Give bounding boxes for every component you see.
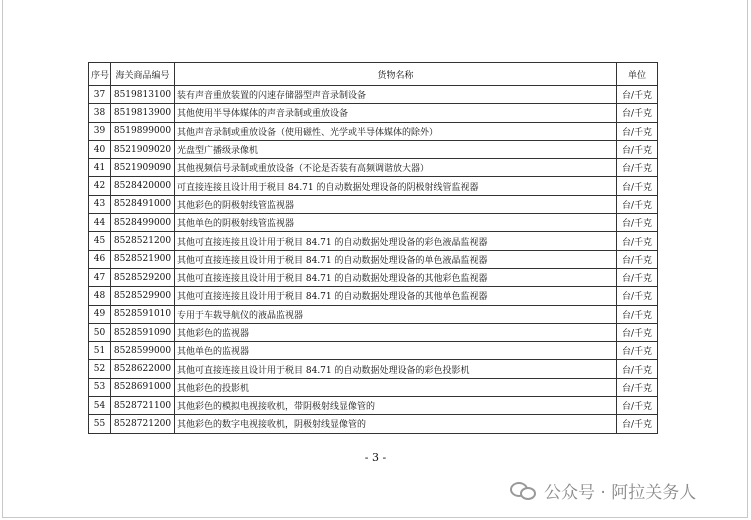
table-row xyxy=(89,397,658,415)
cell-seq: 41 xyxy=(89,159,111,177)
table-row xyxy=(89,378,658,396)
cell-unit: 台/千克 xyxy=(617,86,658,104)
cell-name: 其他可直接连接且设计用于税目 84.71 的自动数据处理设备的单色液晶监视器 xyxy=(175,250,617,268)
cell-code: 8528721100 xyxy=(111,397,175,415)
cell-code: 8528721200 xyxy=(111,415,175,433)
cell-seq: 50 xyxy=(89,323,111,341)
table-row xyxy=(89,360,658,378)
cell-code: 8521909090 xyxy=(111,159,175,177)
watermark xyxy=(510,478,696,503)
cell-name: 其他彩色的投影机 xyxy=(175,378,617,396)
cell-seq: 45 xyxy=(89,232,111,250)
header-name: 货物名称 xyxy=(175,63,617,86)
header-seq: 序号 xyxy=(89,63,111,86)
cell-unit: 台/千克 xyxy=(617,415,658,433)
cell-seq: 55 xyxy=(89,415,111,433)
cell-unit: 台/千克 xyxy=(617,287,658,305)
cell-unit: 台/千克 xyxy=(617,323,658,341)
cell-code: 8519813900 xyxy=(111,104,175,122)
table-header-row xyxy=(89,63,658,86)
cell-seq: 54 xyxy=(89,397,111,415)
cell-seq: 51 xyxy=(89,342,111,360)
cell-unit: 台/千克 xyxy=(617,397,658,415)
cell-code: 8528529900 xyxy=(111,287,175,305)
table-row xyxy=(89,177,658,195)
table-row xyxy=(89,342,658,360)
table-row xyxy=(89,268,658,286)
cell-code: 8528521200 xyxy=(111,232,175,250)
cell-unit: 台/千克 xyxy=(617,250,658,268)
cell-seq: 39 xyxy=(89,122,111,140)
cell-name: 其他可直接连接且设计用于税目 84.71 的自动数据处理设备的其他单色监视器 xyxy=(175,287,617,305)
cell-name: 其他单色的监视器 xyxy=(175,342,617,360)
cell-seq: 38 xyxy=(89,104,111,122)
cell-name: 其他彩色的监视器 xyxy=(175,323,617,341)
cell-unit: 台/千克 xyxy=(617,159,658,177)
goods-table xyxy=(88,62,658,434)
cell-unit: 台/千克 xyxy=(617,268,658,286)
cell-name: 其他彩色的数字电视接收机，阴极射线显像管的 xyxy=(175,415,617,433)
cell-unit: 台/千克 xyxy=(617,342,658,360)
cell-name: 其他可直接连接且设计用于税目 84.71 的自动数据处理设备的彩色液晶监视器 xyxy=(175,232,617,250)
cell-code: 8528591010 xyxy=(111,305,175,323)
cell-name: 装有声音重放装置的闪速存储器型声音录制设备 xyxy=(175,86,617,104)
cell-code: 8519813100 xyxy=(111,86,175,104)
cell-code: 8528591090 xyxy=(111,323,175,341)
table-row xyxy=(89,287,658,305)
table-row xyxy=(89,305,658,323)
cell-name: 其他彩色的模拟电视接收机，带阴极射线显像管的 xyxy=(175,397,617,415)
cell-code: 8519899000 xyxy=(111,122,175,140)
cell-code: 8521909020 xyxy=(111,140,175,158)
cell-unit: 台/千克 xyxy=(617,177,658,195)
cell-code: 8528499000 xyxy=(111,214,175,232)
table-row xyxy=(89,250,658,268)
cell-seq: 47 xyxy=(89,268,111,286)
cell-name: 其他可直接连接且设计用于税目 84.71 的自动数据处理设备的其他彩色监视器 xyxy=(175,268,617,286)
table-row xyxy=(89,140,658,158)
cell-seq: 37 xyxy=(89,86,111,104)
cell-unit: 台/千克 xyxy=(617,360,658,378)
table-row xyxy=(89,86,658,104)
watermark-text: 公众号 · 阿拉关务人 xyxy=(544,483,697,503)
table-row xyxy=(89,232,658,250)
cell-seq: 43 xyxy=(89,195,111,213)
cell-unit: 台/千克 xyxy=(617,378,658,396)
table-row xyxy=(89,415,658,433)
page-number: - 3 - xyxy=(364,451,387,464)
table-row xyxy=(89,159,658,177)
cell-code: 8528599000 xyxy=(111,342,175,360)
table-row xyxy=(89,104,658,122)
cell-name: 其他使用半导体媒体的声音录制或重放设备 xyxy=(175,104,617,122)
cell-code: 8528521900 xyxy=(111,250,175,268)
cell-name: 光盘型广播级录像机 xyxy=(175,140,617,158)
cell-seq: 53 xyxy=(89,378,111,396)
cell-code: 8528420000 xyxy=(111,177,175,195)
header-code: 海关商品编号 xyxy=(111,63,175,86)
cell-code: 8528491000 xyxy=(111,195,175,213)
cell-code: 8528529200 xyxy=(111,268,175,286)
cell-seq: 46 xyxy=(89,250,111,268)
cell-name: 专用于车载导航仪的液晶监视器 xyxy=(175,305,617,323)
cell-code: 8528691000 xyxy=(111,378,175,396)
cell-unit: 台/千克 xyxy=(617,232,658,250)
cell-name: 可直接连接且设计用于税目 84.71 的自动数据处理设备的阴极射线管监视器 xyxy=(175,177,617,195)
cell-seq: 48 xyxy=(89,287,111,305)
cell-seq: 44 xyxy=(89,214,111,232)
cell-unit: 台/千克 xyxy=(617,140,658,158)
cell-code: 8528622000 xyxy=(111,360,175,378)
table-row xyxy=(89,195,658,213)
cell-name: 其他单色的阴极射线管监视器 xyxy=(175,214,617,232)
cell-name: 其他可直接连接且设计用于税目 84.71 的自动数据处理设备的彩色投影机 xyxy=(175,360,617,378)
cell-name: 其他视频信号录制或重放设备（不论是否装有高频调谐放大器） xyxy=(175,159,617,177)
cell-seq: 49 xyxy=(89,305,111,323)
cell-seq: 40 xyxy=(89,140,111,158)
header-unit: 单位 xyxy=(617,63,658,86)
table-body xyxy=(89,86,658,434)
cell-unit: 台/千克 xyxy=(617,104,658,122)
wechat-icon xyxy=(510,480,538,502)
table-row xyxy=(89,122,658,140)
cell-seq: 52 xyxy=(89,360,111,378)
table-row xyxy=(89,214,658,232)
cell-name: 其他彩色的阴极射线管监视器 xyxy=(175,195,617,213)
cell-unit: 台/千克 xyxy=(617,195,658,213)
cell-seq: 42 xyxy=(89,177,111,195)
cell-unit: 台/千克 xyxy=(617,122,658,140)
cell-name: 其他声音录制或重放设备（使用磁性、光学或半导体媒体的除外） xyxy=(175,122,617,140)
cell-unit: 台/千克 xyxy=(617,214,658,232)
cell-unit: 台/千克 xyxy=(617,305,658,323)
table-row xyxy=(89,323,658,341)
